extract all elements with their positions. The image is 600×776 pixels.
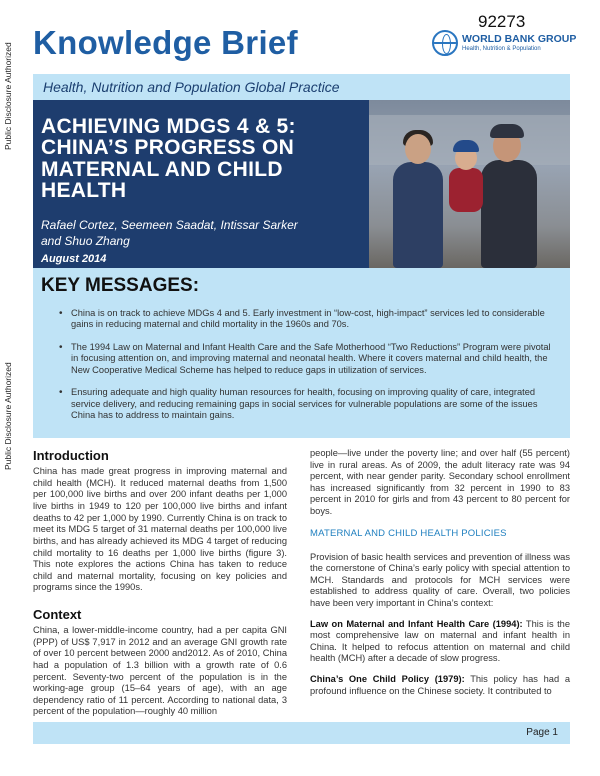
- context-text: China, a lower-middle-income country, had a per capita GNI (PPP) of US$ 7,917 in 2012 and an average GNI growth rate of over 10 percent between 2000 and2012. As of 2010, China had a population of 1.3 billion with a growth rate of 0.6 percent. Seventy-two percent of the population is in the working-age group (15–64 years of age), with an age dependency ratio of 11 percent. According to national data, 3 percent of the population—roughly 40 million: [33, 625, 287, 717]
- authors: Rafael Cortez, Seemeen Saadat, Intissar Sarker and Shuo Zhang: [41, 218, 298, 248]
- policies-intro: Provision of basic health services and prevention of illness was the cornerstone of China’s early policy with special attention to MCH. Standards and protocols for MCH services were established to address quality of care. Overall, two policies have been very important in China’s context:: [310, 551, 570, 608]
- law-paragraph: [310, 619, 570, 665]
- right-column: [310, 448, 570, 706]
- key-message-item: • Ensuring adequate and high quality human resources for health, focusing on improving quality of care, integrated service delivery, and reducing remaining gaps in social services for vulnerable populations are some of the issues China has to address to maintain gains.: [59, 387, 559, 421]
- family-photo: [369, 100, 570, 268]
- logo-main-text: WORLD BANK GROUP: [462, 32, 577, 45]
- document-number: 92273: [478, 12, 526, 31]
- disclosure-label-top: Public Disclosure Authorized: [3, 42, 13, 150]
- practice-banner: [33, 74, 570, 100]
- logo-sub-text: Health, Nutrition & Population: [462, 46, 541, 53]
- page-footer: [33, 722, 570, 744]
- key-messages-box: [33, 268, 570, 438]
- disclosure-label-bottom: Public Disclosure Authorized: [3, 362, 13, 470]
- intro-heading: Introduction: [33, 448, 109, 463]
- brief-headline: ACHIEVING MDGS 4 & 5: CHINA’S PROGRESS ON MATERNAL AND CHILD HEALTH: [41, 115, 296, 203]
- world-bank-logo: [432, 30, 576, 56]
- page-number: Page 1: [526, 727, 558, 738]
- page-title: Knowledge Brief: [33, 24, 298, 61]
- practice-name: Health, Nutrition and Population Global Practice: [43, 79, 340, 95]
- context-heading: Context: [33, 606, 82, 622]
- hero-banner: [33, 100, 570, 268]
- policies-heading: MATERNAL AND CHILD HEALTH POLICIES: [310, 527, 507, 539]
- one-child-paragraph: [310, 674, 570, 697]
- left-column: [33, 448, 287, 727]
- intro-text: China has made great progress in improving maternal and child health (MCH). It reduced maternal deaths from 1,500 per 100,000 live births and over 200 infant deaths per 1,000 live births in 1949 to 120 per 100,000 live births and infant deaths to 42 per 1,000 by 1990. Currently China is on track to meet its MDG 5 target of 31 maternal deaths per 100,000 live births, and has already achieved its MDG 4 target of reducing child mortality to 16 deaths per 1,000 live births (figure 3). This note explores the actions China has taken to reduce child and maternal mortality, focusing on key policies and programs since the 1990s.: [33, 466, 287, 593]
- key-message-item: • China is on track to achieve MDGs 4 and 5. Early investment in “low-cost, high-impact” services led to considerable gains in reducing maternal and child mortality in the 1960s and 70s.: [59, 308, 559, 331]
- key-messages-title: KEY MESSAGES:: [41, 275, 200, 296]
- context-continued: people—live under the poverty line; and over half (55 percent) live in rural areas. As of 2009, the adult literacy rate was 94 percent, with near gender parity. Secondary school enrollment has increased significantly from 32 percent in 1990 to 83 percent in 2010 for girls and from 43 percent to 80 percent for boys.: [310, 448, 570, 517]
- key-message-item: • The 1994 Law on Maternal and Infant Health Care and the Safe Motherhood “Two Reductions” Program were pivotal in focusing attention on, and improving maternal and neonatal health. Where it covers maternal and child health, the New Cooperative Medical Scheme has helped to reduce gaps in utilization of services.: [59, 342, 559, 376]
- one-child-text: This policy has had a profound influence on the Chinese society. It contributed to: [310, 674, 570, 696]
- law-text: This is the most comprehensive law on maternal and infant health in China. It helped to refocus attention on maternal and child health (MCH) after a decade of slow progress.: [310, 618, 570, 664]
- globe-icon: [432, 30, 458, 56]
- publication-date: August 2014: [41, 253, 107, 265]
- law-title: Law on Maternal and Infant Health Care (1994):: [310, 618, 523, 629]
- key-messages-list: [59, 308, 559, 432]
- one-child-title: China’s One Child Policy (1979):: [310, 674, 465, 685]
